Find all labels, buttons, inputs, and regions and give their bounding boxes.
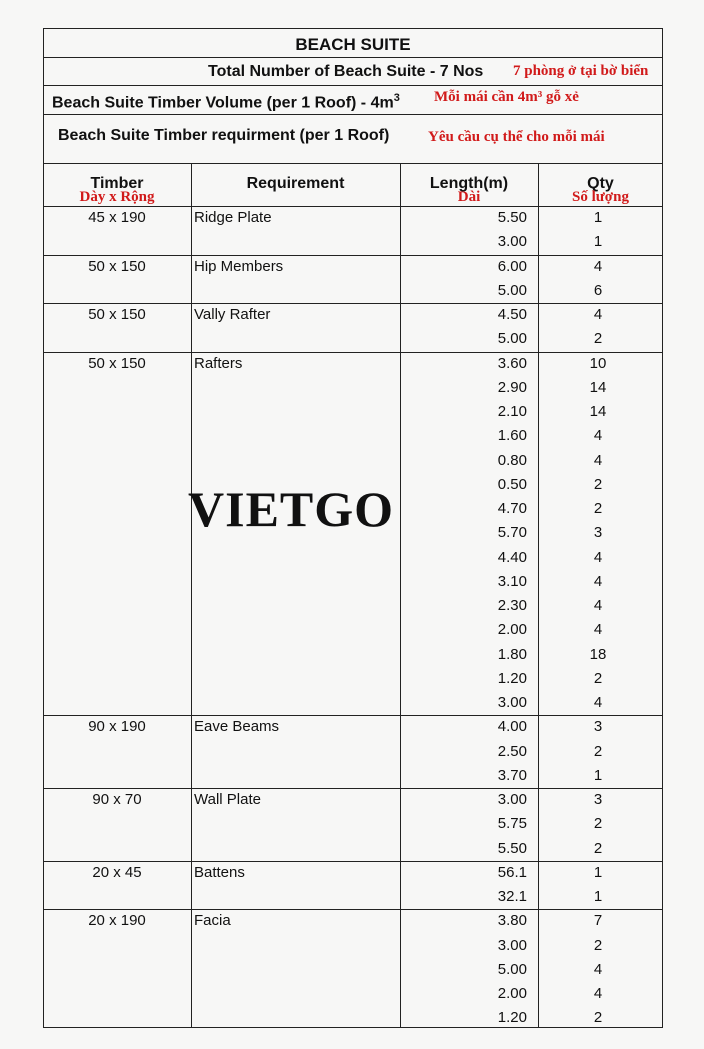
volume-label: Beach Suite Timber Volume (per 1 Roof) - $4m^3$ xyxy=(52,92,400,112)
col-note-qty: Số lượng xyxy=(572,189,629,205)
length-value: 32.1 xyxy=(497,888,527,905)
requirement-name: Vally Rafter xyxy=(194,306,271,323)
column-divider xyxy=(191,163,192,1028)
col-header-requirement: Requirement xyxy=(246,175,345,192)
length-value: 3.80 xyxy=(497,912,527,930)
requirement-name: Hip Members xyxy=(194,257,284,275)
length-value: 2.90 xyxy=(497,378,527,396)
group-divider xyxy=(43,352,663,353)
timber-size: 20 x 190 xyxy=(88,912,146,930)
timber-size: 90 x 190 xyxy=(88,718,146,736)
qty-value: 14 xyxy=(589,403,607,420)
qty-value: 2 xyxy=(593,500,603,517)
length-value: 3.10 xyxy=(497,572,527,590)
length-value: 4.50 xyxy=(497,306,527,323)
requirement-name: Wall Plate xyxy=(194,791,261,808)
length-value: 5.50 xyxy=(497,209,527,226)
timber-size: 45 x 190 xyxy=(88,209,146,226)
requirement-name: Battens xyxy=(194,863,245,881)
qty-value: 4 xyxy=(593,985,603,1002)
rule-title xyxy=(43,57,663,58)
timber-size: 50 x 150 xyxy=(88,257,146,275)
timber-size: 50 x 150 xyxy=(88,306,146,323)
qty-value: 2 xyxy=(593,1009,603,1027)
length-value: 2.30 xyxy=(497,597,527,614)
qty-value: 10 xyxy=(589,354,607,372)
qty-value: 2 xyxy=(593,839,603,857)
column-divider xyxy=(400,163,401,1028)
length-value: 5.70 xyxy=(497,524,527,542)
qty-value: 2 xyxy=(593,742,603,760)
timber-size: 50 x 150 xyxy=(88,354,146,372)
qty-value: 4 xyxy=(593,306,603,323)
length-value: 4.40 xyxy=(497,548,527,566)
length-value: 4.70 xyxy=(497,500,527,517)
volume-note: Mỗi mái cần 4m³ gỗ xẻ xyxy=(434,89,579,105)
group-divider xyxy=(43,715,663,716)
length-value: 6.00 xyxy=(497,257,527,275)
qty-value: 14 xyxy=(589,378,607,396)
length-value: 5.00 xyxy=(497,330,527,348)
qty-value: 18 xyxy=(589,645,607,663)
length-value: 5.50 xyxy=(497,839,527,857)
length-value: 5.00 xyxy=(497,960,527,978)
col-header-qty: Qty xyxy=(587,175,614,192)
qty-value: 2 xyxy=(593,936,603,954)
rule-table-top xyxy=(43,163,663,164)
qty-value: 2 xyxy=(593,330,603,348)
qty-value: 2 xyxy=(593,815,603,833)
requirement-label: Beach Suite Timber requirment (per 1 Roof) xyxy=(58,127,390,144)
length-value: 56.1 xyxy=(497,863,527,881)
length-value: 1.60 xyxy=(497,427,527,445)
group-divider xyxy=(43,206,663,207)
qty-value: 1 xyxy=(593,863,603,881)
qty-value: 7 xyxy=(593,912,603,930)
qty-value: 2 xyxy=(593,669,603,687)
requirement-name: Facia xyxy=(194,912,231,930)
length-value: 2.10 xyxy=(497,403,527,420)
length-value: 3.00 xyxy=(497,694,527,711)
qty-value: 4 xyxy=(593,548,603,566)
requirement-note: Yêu cầu cụ thể cho mỗi mái xyxy=(428,129,605,145)
length-value: 1.20 xyxy=(497,669,527,687)
qty-value: 3 xyxy=(593,791,603,808)
requirement-name: Eave Beams xyxy=(194,718,280,736)
qty-value: 4 xyxy=(593,427,603,445)
qty-value: 1 xyxy=(593,888,603,905)
length-value: 1.80 xyxy=(497,645,527,663)
timber-size: 90 x 70 xyxy=(92,791,142,808)
total-label: Total Number of Beach Suite - 7 Nos xyxy=(208,63,484,80)
watermark: VIETGO xyxy=(188,481,395,537)
length-value: 3.00 xyxy=(497,936,527,954)
col-header-length: Length(m) xyxy=(429,175,509,192)
length-value: 2.00 xyxy=(497,985,527,1002)
page-title: BEACH SUITE xyxy=(295,35,411,54)
length-value: 1.20 xyxy=(497,1009,527,1027)
qty-value: 1 xyxy=(593,209,603,226)
col-note-timber: Dày x Rộng xyxy=(79,189,155,205)
length-value: 2.50 xyxy=(497,742,527,760)
timber-size: 20 x 45 xyxy=(92,863,142,881)
rule-total xyxy=(43,85,663,86)
total-note: 7 phòng ở tại bờ biển xyxy=(513,63,649,79)
qty-value: 4 xyxy=(593,621,603,639)
qty-value: 4 xyxy=(593,451,603,469)
length-value: 2.00 xyxy=(497,621,527,639)
group-divider xyxy=(43,255,663,256)
qty-value: 4 xyxy=(593,597,603,614)
length-value: 3.70 xyxy=(497,766,527,784)
length-value: 3.00 xyxy=(497,233,527,251)
qty-value: 4 xyxy=(593,960,603,978)
group-divider xyxy=(43,303,663,304)
qty-value: 3 xyxy=(593,524,603,542)
col-note-length: Dài xyxy=(457,189,481,205)
group-divider xyxy=(43,909,663,910)
length-value: 0.50 xyxy=(497,475,527,493)
length-value: 4.00 xyxy=(497,718,527,736)
requirement-name: Rafters xyxy=(194,354,243,372)
qty-value: 3 xyxy=(593,718,603,736)
qty-value: 4 xyxy=(593,257,603,275)
group-divider xyxy=(43,861,663,862)
group-divider xyxy=(43,788,663,789)
length-value: 0.80 xyxy=(497,451,527,469)
requirement-name: Ridge Plate xyxy=(194,209,272,226)
qty-value: 2 xyxy=(593,475,603,493)
length-value: 5.00 xyxy=(497,281,527,299)
length-value: 3.60 xyxy=(497,354,527,372)
qty-value: 4 xyxy=(593,694,603,711)
length-value: 3.00 xyxy=(497,791,527,808)
qty-value: 1 xyxy=(593,766,603,784)
column-divider xyxy=(538,163,539,1028)
qty-value: 4 xyxy=(593,572,603,590)
rule-volume xyxy=(43,114,663,115)
length-value: 5.75 xyxy=(497,815,527,833)
qty-value: 1 xyxy=(593,233,603,251)
col-header-timber: Timber xyxy=(90,175,144,192)
qty-value: 6 xyxy=(593,281,603,299)
